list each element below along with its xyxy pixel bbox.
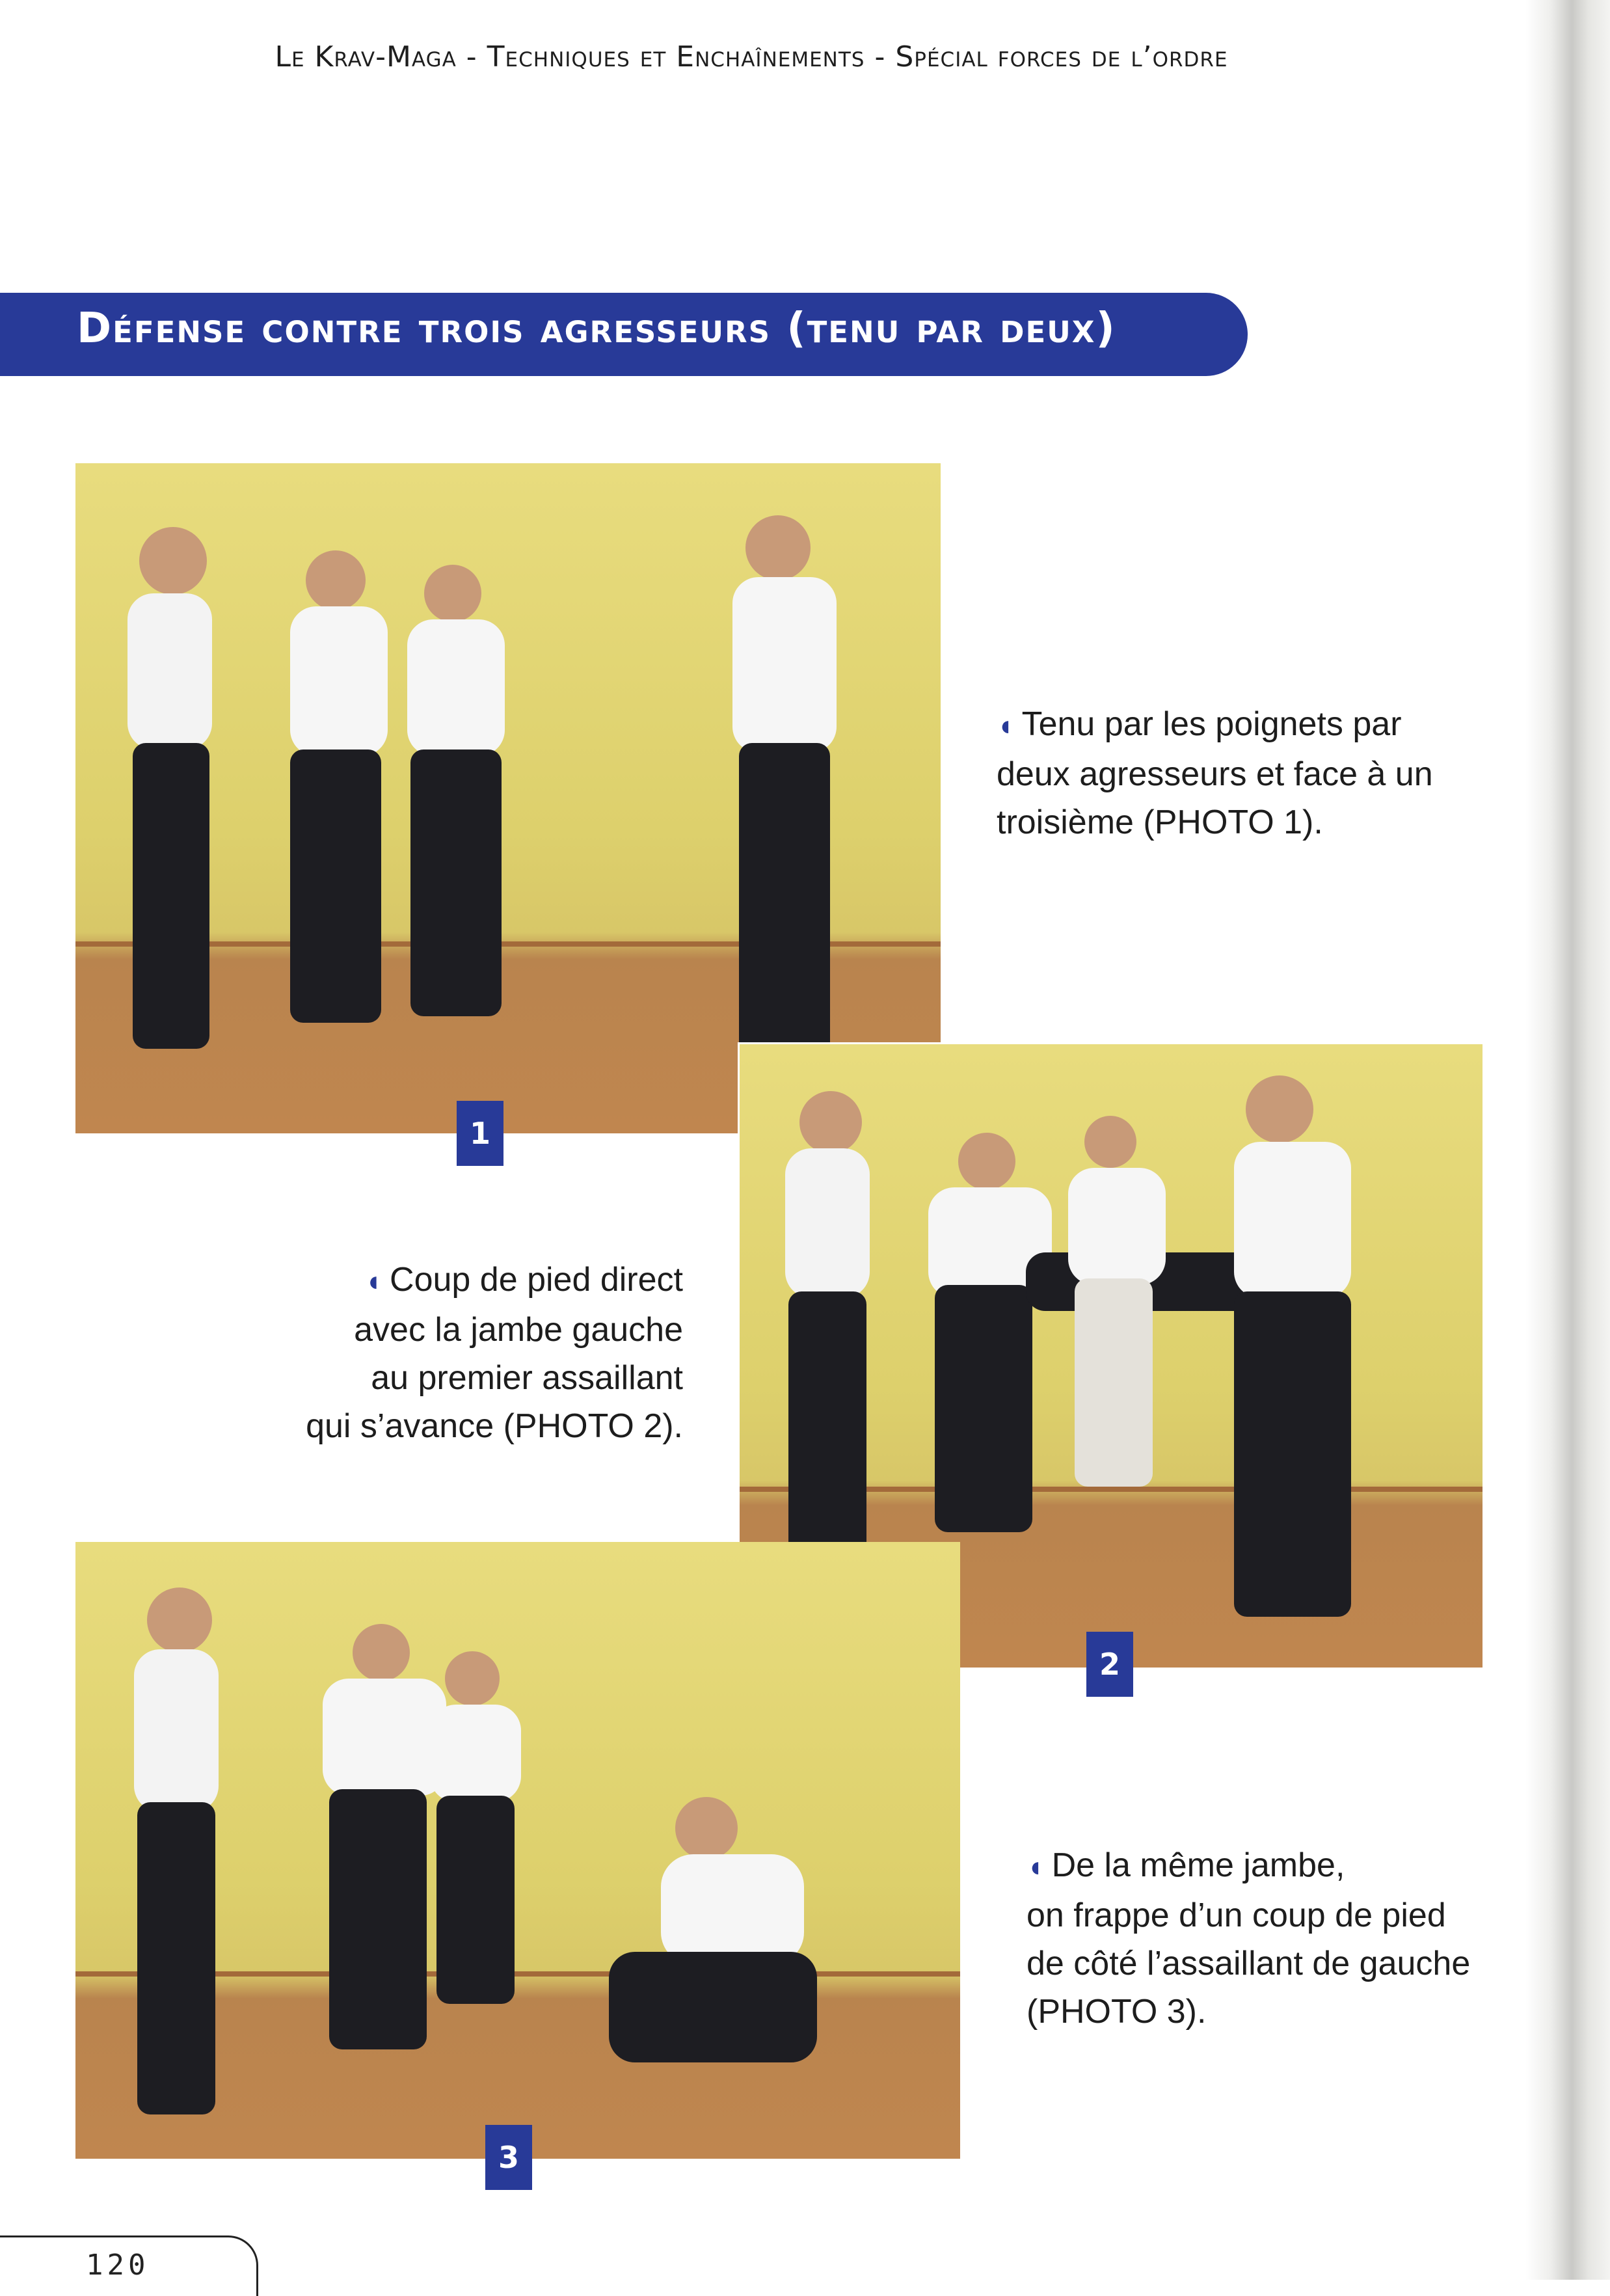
caption-2-text-1: Coup de pied direct <box>390 1261 683 1299</box>
caption-3-line-1 <box>1026 1841 1495 1891</box>
caption-3-text-1: De la même jambe, <box>1051 1846 1345 1884</box>
caption-2-line-3: au premier assaillant <box>371 1359 683 1397</box>
caption-bullet-icon: ◖ <box>1026 1851 1044 1883</box>
page-number: 120 <box>86 2249 150 2282</box>
caption-1 <box>997 700 1465 846</box>
caption-1-text-1: Tenu par les poignets par <box>1021 705 1402 743</box>
caption-2-line-4: qui s’avance (PHOTO 2). <box>306 1407 683 1445</box>
photo-3 <box>75 1542 960 2159</box>
caption-3 <box>1026 1841 1495 2036</box>
section-title-bar <box>0 293 1248 376</box>
caption-bullet-icon: ◖ <box>364 1265 382 1297</box>
running-head: Le Krav-Maga - Techniques et Enchaînements - Spécial forces de l’ordre <box>275 40 1228 74</box>
caption-bullet-icon: ◖ <box>997 710 1014 742</box>
photo-1-illustration <box>75 463 941 1133</box>
caption-1-line-3: troisième (PHOTO 1). <box>997 804 1323 841</box>
caption-2-line-2: avec la jambe gauche <box>354 1311 683 1349</box>
book-spine-shadow <box>1525 0 1610 2280</box>
photo-1-number: 1 <box>457 1101 503 1166</box>
caption-1-line-2: deux agresseurs et face à un <box>997 755 1433 793</box>
caption-3-line-3: de côté l’assaillant de gauche <box>1026 1945 1471 1982</box>
caption-3-line-4: (PHOTO 3). <box>1026 1993 1207 2031</box>
photo-3-illustration <box>75 1542 960 2159</box>
caption-3-line-2: on frappe d’un coup de pied <box>1026 1897 1446 1934</box>
caption-2 <box>247 1256 683 1450</box>
photo-2-number: 2 <box>1086 1632 1133 1697</box>
photo-3-number: 3 <box>485 2125 532 2190</box>
caption-2-line-1 <box>247 1256 683 1306</box>
section-title: Défense contre trois agresseurs (tenu par deux) <box>77 304 1116 353</box>
caption-1-line-1 <box>997 700 1465 750</box>
photo-1 <box>75 463 941 1133</box>
